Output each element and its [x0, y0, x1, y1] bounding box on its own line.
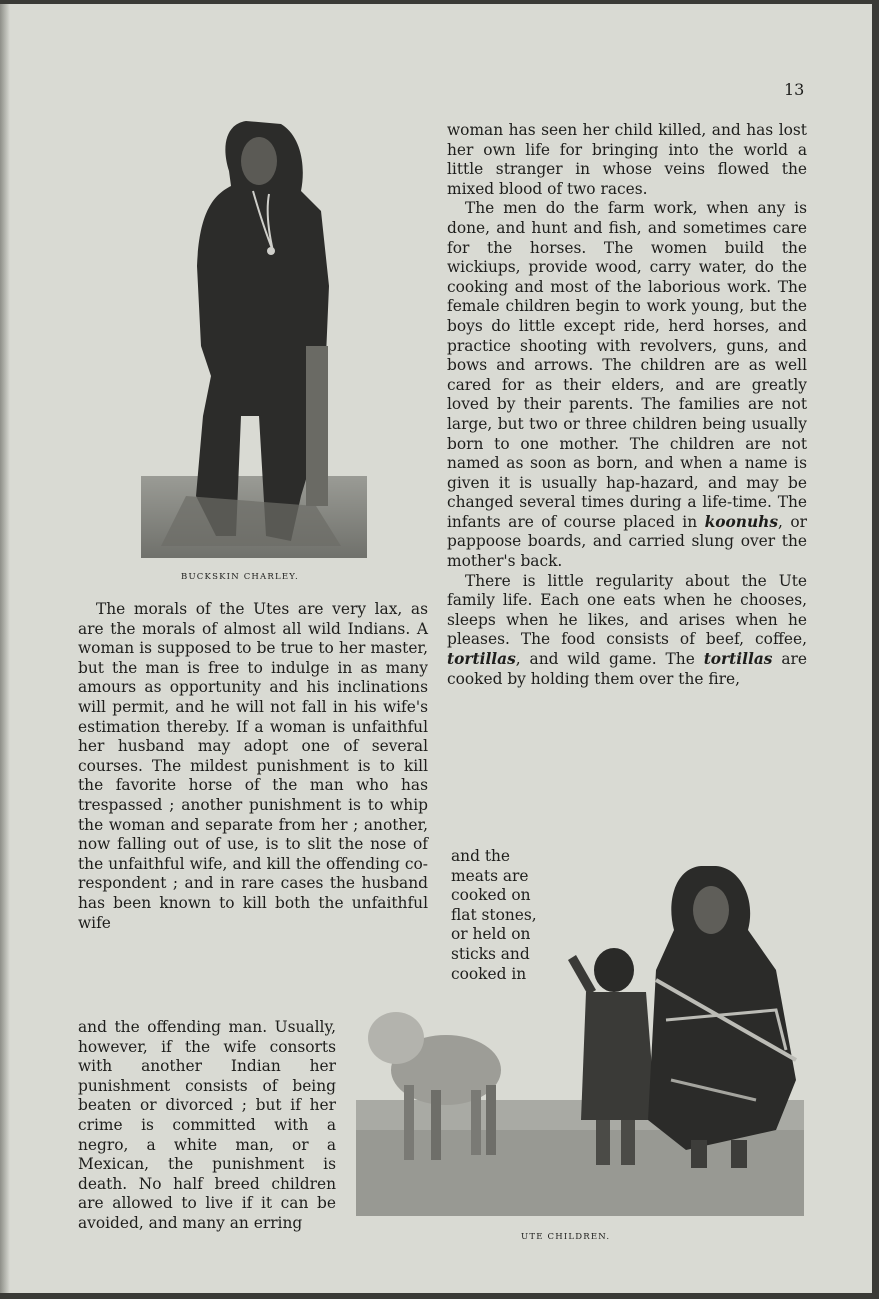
photo-ute-children: [356, 860, 804, 1216]
italic-koonuhs: koonuhs: [704, 512, 779, 531]
left-paragraph-1: The morals of the Utes are very lax, as are the morals of almost all wild Indians. A woman is supposed to be true to her master, but the man is free to indulge in as many amours as opportunity and his inclinations will permit, and he will not fall in his wife's estimation thereby. If a woman is unfaithful her husband may adopt one of several courses. The mildest punishment is to kill the favorite horse of the man who has trespassed ; another punishment is to whip the woman and separate from her ; another, now falling out of use, is to slit the nose of the unfaithful wife, and kill the offending co-respondent ; and in rare cases the husband has been known to kill both the unfaithful wife: [78, 600, 428, 932]
right-wrap-text: and the meats are cooked on flat stones, or held on sticks and cooked in: [451, 847, 537, 983]
italic-tortillas-1: tortillas: [447, 650, 516, 669]
caption-buckskin-charley: BUCKSKIN CHARLEY.: [181, 572, 299, 582]
right-paragraph-3-part-c: are cooked by holding them over the fire,: [447, 650, 807, 688]
older-child-illustration: [648, 866, 796, 1168]
portrait-figure-illustration: [141, 116, 367, 558]
right-paragraph-3-part-b: , and wild game. The: [515, 650, 695, 669]
page-number: 13: [784, 80, 805, 99]
children-and-dog-illustration: [356, 860, 804, 1216]
photo-buckskin-charley: [141, 116, 367, 558]
italic-tortillas-2: tortillas: [703, 650, 773, 669]
right-column-text: [447, 121, 807, 689]
right-paragraph-2: [447, 199, 807, 571]
book-page: [0, 4, 872, 1293]
right-paragraph-2-text: The men do the farm work, when any is done, and hunt and fish, and sometimes care for the horses. The women build the wickiups, provide wood, carry water, do the cooking and most of the laborious work. The female children begin to work young, but the boys do little except ride, herd horses, and practice shooting with revolvers, guns, and bows and arrows. The children are as well cared for as their elders, and are greatly loved by their parents. The families are not large, but two or three children being usually born to one mother. The children are not named as soon as born, and when a name is given it is usually hap-hazard, and may be changed several times during a life-time. The infants are of course placed in: [447, 199, 807, 531]
page-spine-shadow: [0, 4, 10, 1293]
caption-ute-children: UTE CHILDREN.: [521, 1232, 611, 1242]
right-paragraph-2-tail: , or pappoose boards, and carried slung over the mother's back.: [447, 512, 807, 571]
right-paragraph-3: [447, 572, 807, 690]
left-column-continued: and the offending man. Usually, however, if the wife consorts with another Indian her punishment consists of being beaten or divorced ; but if her crime is committed with a negro, a white man, or a Mexican, the punishment is death. No half breed children are allowed to live if it can be avoided, and many an erring: [78, 1018, 336, 1232]
right-paragraph-1: woman has seen her child killed, and has lost her own life for bringing into the world a little stranger in whose veins flowed the mixed blood of two races.: [447, 121, 807, 198]
right-paragraph-3-part-a: There is little regularity about the Ute family life. Each one eats when he chooses, sleeps when he likes, and arises when he pleases. The food consists of beef, coffee,: [447, 571, 807, 649]
